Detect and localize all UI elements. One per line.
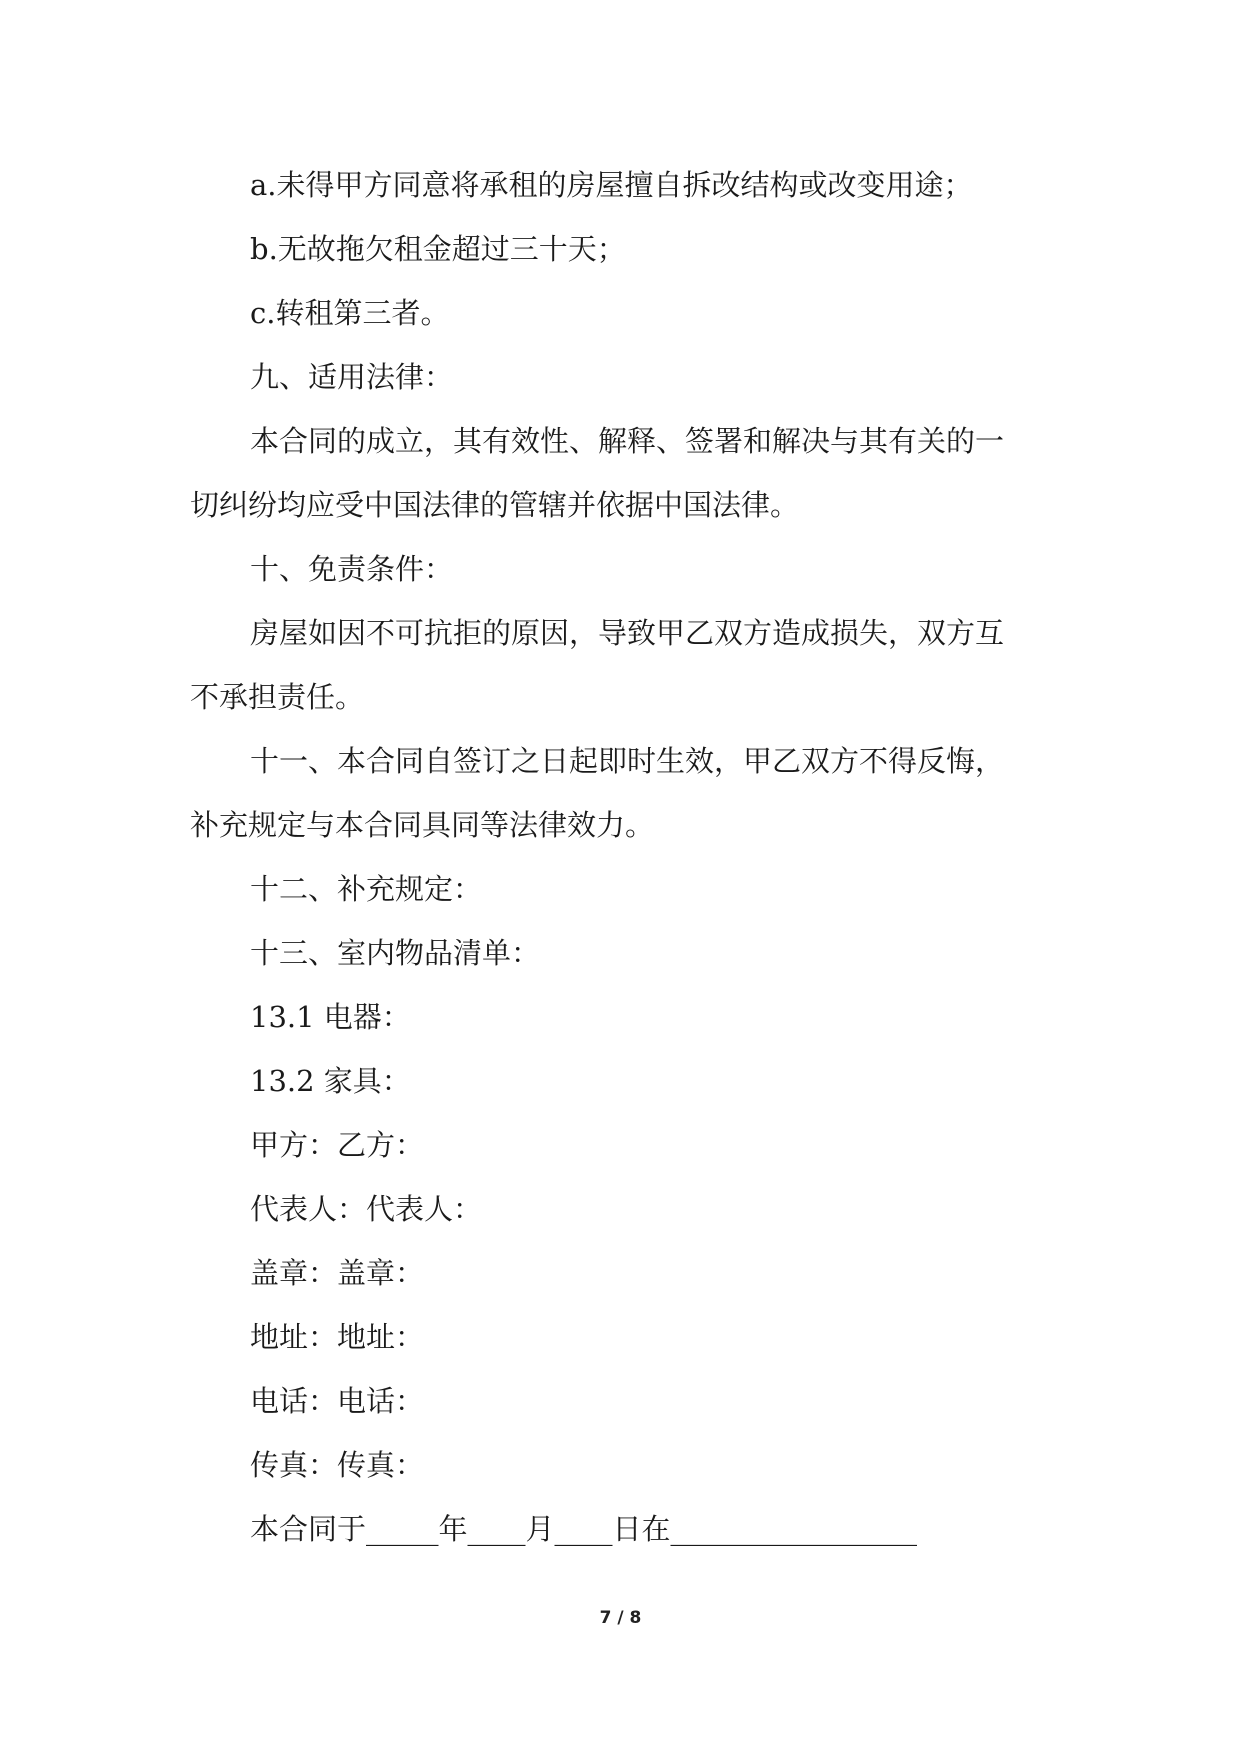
section-13-heading: 十三、室内物品清单： bbox=[250, 936, 541, 970]
clause-a: a.未得甲方同意将承租的房屋擅自拆改结构或改变用途； bbox=[250, 168, 973, 202]
section-12-heading: 十二、补充规定： bbox=[250, 872, 483, 906]
signing-date-line: 本合同于_____年____月____日在_________________ bbox=[250, 1512, 918, 1546]
clause-b: b.无故拖欠租金超过三十天； bbox=[250, 232, 626, 266]
clause-c: c.转租第三者。 bbox=[250, 296, 450, 330]
section-10-text-line1: 房屋如因不可抗拒的原因，导致甲乙双方造成损失，双方互 bbox=[250, 616, 1005, 650]
section-9-text-line2: 切纠纷均应受中国法律的管辖并依据中国法律。 bbox=[190, 488, 800, 522]
section-9-text-line1: 本合同的成立，其有效性、解释、签署和解决与其有关的一 bbox=[250, 424, 1005, 458]
address-line: 地址：地址： bbox=[250, 1320, 425, 1354]
section-10-heading: 十、免责条件： bbox=[250, 552, 454, 586]
seal-line: 盖章：盖章： bbox=[250, 1256, 425, 1290]
page-number: 7 / 8 bbox=[599, 1608, 642, 1628]
phone-line: 电话：电话： bbox=[250, 1384, 425, 1418]
section-11-text-line2: 补充规定与本合同具同等法律效力。 bbox=[190, 808, 655, 842]
item-13-2: 13.2 家具： bbox=[250, 1064, 411, 1098]
representative-line: 代表人：代表人： bbox=[250, 1192, 483, 1226]
fax-line: 传真：传真： bbox=[250, 1448, 425, 1482]
party-line: 甲方：乙方： bbox=[250, 1128, 425, 1162]
section-11-text-line1: 十一、本合同自签订之日起即时生效，甲乙双方不得反悔， bbox=[250, 744, 1005, 778]
section-9-heading: 九、适用法律： bbox=[250, 360, 454, 394]
section-10-text-line2: 不承担责任。 bbox=[190, 680, 365, 714]
item-13-1: 13.1 电器： bbox=[250, 1000, 411, 1034]
